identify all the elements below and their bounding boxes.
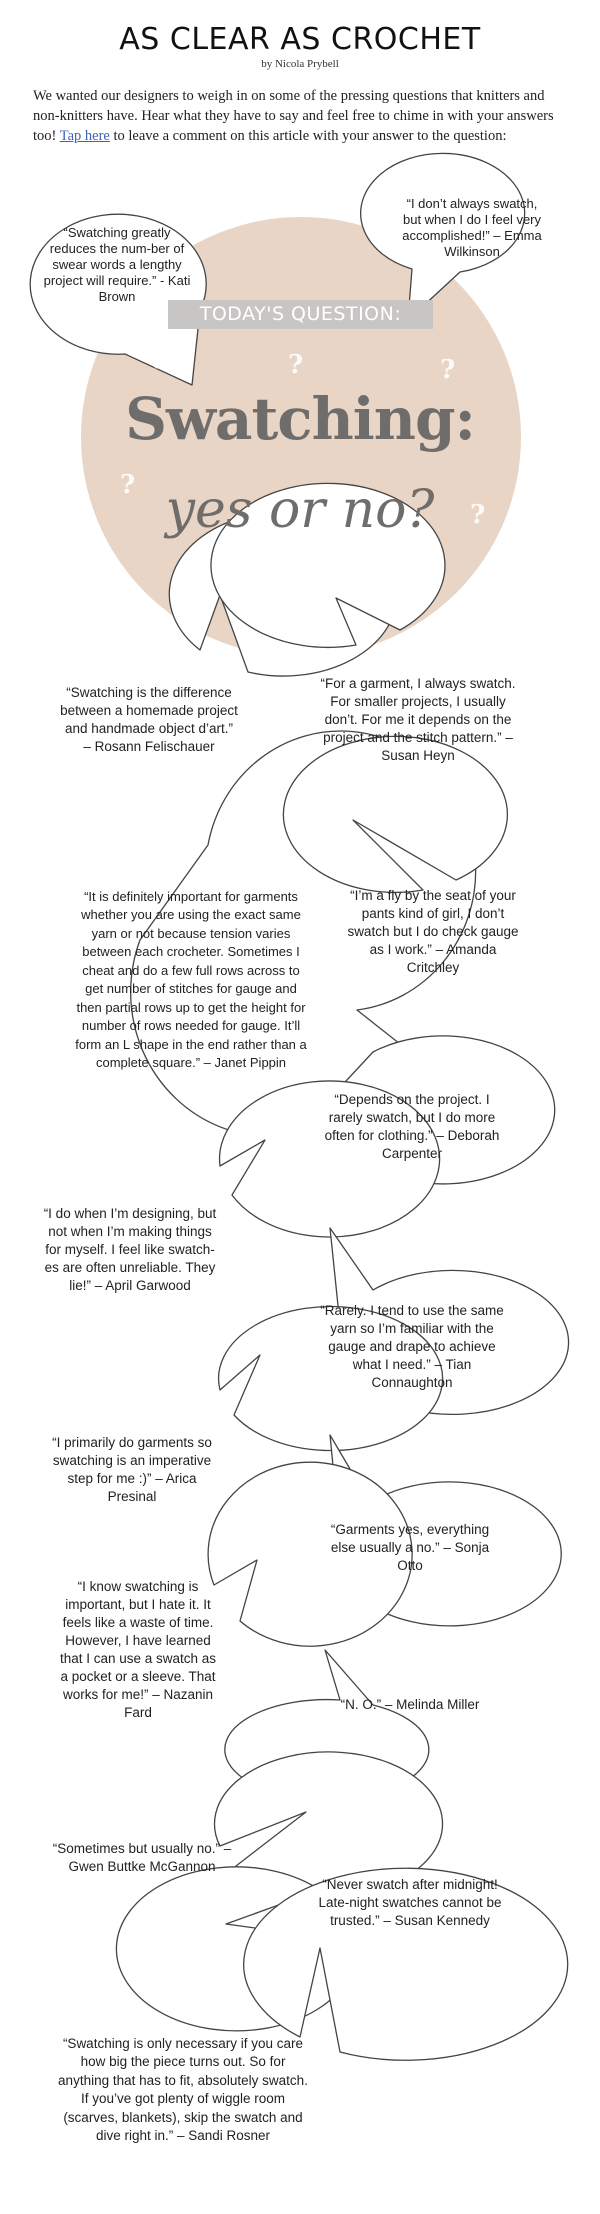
quote-text: “Depends on the project. I rarely swatch, but I do more often for clothing.” – Deborah Carpenter xyxy=(324,1092,500,1161)
question-mark-decoration: ? xyxy=(150,345,166,375)
question-mark-decoration: ? xyxy=(120,470,136,500)
quote-emma-wilkinson xyxy=(400,190,544,266)
quote-text: “I know swatching is important, but I hate it. It feels like a waste of time. However, I have learned that I can use a swatch as a pocket or a sleeve. That works for me!” – Nazanin Fard xyxy=(59,1579,217,1720)
question-mark-decoration: ? xyxy=(196,570,212,600)
quote-text: “It is definitely important for garments whether you are using the exact same yarn or not because tension varies between each crocheter. Sometimes I cheat and do a few full rows across to get number of stitches for gauge and then partial rows up to get the height for number of rows needed for gauge. It’ll form an L shape in the end rather than a complete square.” – Janet Pippin xyxy=(75,888,307,1070)
quote-text: “For a garment, I always swatch. For smaller projects, I usually don’t. For me it depends on the project and the stitch pattern.” – Susan Heyn xyxy=(320,676,516,763)
quote-april-garwood xyxy=(40,1195,220,1305)
quote-sandi-rosner xyxy=(55,2020,311,2160)
question-subhead: yes or no? xyxy=(165,480,435,540)
quote-text: “N. O.” – Melinda Miller xyxy=(340,1697,480,1712)
tap-here-link[interactable]: Tap here xyxy=(59,128,110,144)
quote-text: “I don’t always swatch, but when I do I feel very accomplished!” – Emma Wilkinson xyxy=(402,196,542,259)
question-mark-decoration: ? xyxy=(470,500,486,530)
intro-text-end: to leave a comment on this article with your answer to the question: xyxy=(109,128,507,144)
quote-text: “Garments yes, everything else usually a no.” – Sonja Otto xyxy=(330,1522,490,1573)
quote-text: “Never swatch after midnight! Late-night swatches cannot be trusted.” – Susan Kennedy xyxy=(318,1877,502,1928)
page-title: AS CLEAR AS CROCHET xyxy=(119,22,481,57)
quote-text: “I primarily do garments so swatching is an imperative step for me :)” – Arica Presinal xyxy=(52,1435,212,1504)
quote-janet-pippin xyxy=(72,865,310,1095)
byline: by Nicola Prybell xyxy=(261,58,339,70)
quote-amanda-critchley xyxy=(344,880,522,984)
quote-deborah-carpenter xyxy=(320,1075,504,1179)
quote-tian-connaughton xyxy=(320,1292,504,1402)
quote-melinda-miller xyxy=(330,1685,490,1725)
question-mark-decoration: ? xyxy=(288,350,304,380)
quote-rosann-felischauer xyxy=(60,665,238,775)
todays-question-banner: TODAY'S QUESTION: xyxy=(168,300,433,329)
quote-text: “Rarely. I tend to use the same yarn so I’m familiar with the gauge and drape to achieve what I need.” – Tian Connaughton xyxy=(320,1303,504,1390)
quote-susan-heyn xyxy=(320,665,516,775)
quote-kati-brown xyxy=(42,210,192,320)
question-mark-decoration: ? xyxy=(440,355,456,385)
question-mark-decoration: ? xyxy=(306,596,322,626)
quote-nazanin-fard xyxy=(58,1574,218,1726)
quote-text: “I do when I’m designing, but not when I’m making things for myself. I feel like swatch-es are often unreliable. They lie!” – April Garwood xyxy=(43,1206,217,1293)
quote-text: “Swatching greatly reduces the num-ber of swear words a lengthy project will require.” - Kati Brown xyxy=(43,225,191,304)
quote-arica-presinal xyxy=(52,1418,212,1522)
quote-gwen-buttke-mcgannon xyxy=(52,1818,232,1898)
quote-sonja-otto xyxy=(320,1508,500,1588)
intro-text-start: We wanted our designers to weigh in on some of the pressing questions that knitters and non-knitters have. Hear what they have to say and feel free to chime in with your answers too! xyxy=(33,88,554,144)
quote-text: “Swatching is the difference between a homemade project and handmade object d’art.” – Rosann Felischauer xyxy=(60,685,238,754)
quote-susan-kennedy xyxy=(318,1855,502,1951)
quote-text: “Sometimes but usually no.” – Gwen Buttke McGannon xyxy=(52,1841,232,1874)
quote-text: “I’m a fly by the seat of your pants kind of girl, I don’t swatch but I do check gauge as I work.” – Amanda Critchley xyxy=(347,888,519,975)
question-headline: Swatching: xyxy=(125,385,475,453)
quote-text: “Swatching is only necessary if you care how big the piece turns out. So for anything that has to fit, absolutely swatch. If you’ve got plenty of wiggle room (scarves, blankets), skip the swatch and dive right in.” – Sandi Rosner xyxy=(58,2035,308,2143)
